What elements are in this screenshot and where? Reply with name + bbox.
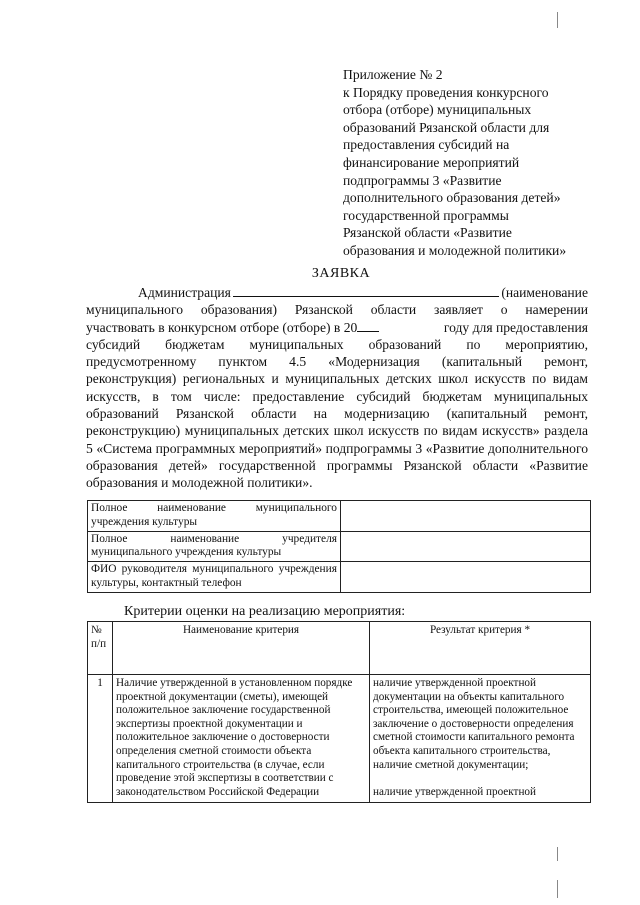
organization-info-table: [87, 500, 591, 593]
body-rest: субсидий бюджетам муниципальных образований по мероприятию, предусмотренному пунктом 4.5 «Модернизация (капитальный ремонт, реконструкция) региональных и муниципальных детских школ искусств по видам искусств, в том числе: предоставление субсидий бюджетам муниципальных образований Рязанской области на модернизацию (капитальный ремонт, реконструкцию) муниципальных детских школ искусств по видам искусств» раздела 5 «Система программных мероприятий» подпрограммы 3 «Развитие дополнительного образования детей» государственной программы Рязанской области «Развитие образования и молодежной политики».: [86, 336, 588, 491]
appendix-line: подпрограммы 3 «Развитие: [343, 172, 502, 188]
criteria-table: [87, 621, 591, 803]
table-row: [88, 531, 591, 562]
year-suffix: году для предоставления: [443, 319, 588, 335]
year-blank-field: [357, 319, 379, 332]
info-value-cell: [341, 531, 591, 562]
info-label: Полное наименование муниципального учреждения культуры: [88, 501, 341, 532]
year-prefix-text: участвовать в конкурсном отборе (отборе) в 20: [86, 319, 358, 335]
body-line-3: [86, 319, 588, 336]
year-prefix: [86, 319, 379, 336]
application-body: [86, 284, 588, 492]
municipality-blank-field: [233, 284, 499, 297]
scan-edge-mark: [557, 847, 558, 861]
column-header-name: Наименование критерия: [113, 622, 370, 675]
appendix-line: Приложение № 2: [343, 67, 443, 82]
info-label: Полное наименование учредителя муниципального учреждения культуры: [88, 531, 341, 562]
appendix-line: к Порядку проведения конкурсного: [343, 84, 549, 100]
table-row: [88, 562, 591, 593]
criteria-number: 1: [88, 675, 113, 803]
criteria-result-part: наличие утвержденной проектной документации на объекты капитального строительства, имеющей положительное заключение о достоверности определения сметной стоимости капитального ремонта объекта капитального строительства, наличие сметной документации;: [373, 677, 575, 771]
appendix-line: Рязанской области «Развитие: [343, 225, 512, 241]
column-header-result: Результат критерия *: [370, 622, 591, 675]
appendix-line: образований Рязанской области для: [343, 119, 550, 135]
criteria-result: [370, 675, 591, 803]
criteria-name: Наличие утвержденной в установленном порядке проектной документации (сметы), имеющей положительное заключение государственной экспертизы проектной документации и положительное заключение о достоверности определения сметной стоимости объекта капитального строительства (в случае, если проведение этой экспертизы в соответствии с законодательством Российской Федерации: [113, 675, 370, 803]
criteria-result-part: наличие утвержденной проектной: [373, 786, 537, 799]
appendix-line: отбора (отборе) муниципальных: [343, 102, 532, 118]
appendix-header: [343, 66, 603, 260]
appendix-line: государственной программы: [343, 207, 509, 223]
scan-edge-mark: [557, 880, 558, 898]
body-line-2: муниципального образования) Рязанской области заявляет о намерении: [86, 302, 588, 318]
body-first-line: [86, 284, 588, 301]
criteria-header-row: [88, 622, 591, 675]
info-value-cell: [341, 562, 591, 593]
column-header-number: № п/п: [88, 622, 113, 675]
appendix-line: образования и молодежной политики»: [343, 242, 567, 258]
table-row: [88, 501, 591, 532]
document-title: ЗАЯВКА: [311, 266, 371, 281]
table-row: [88, 675, 591, 803]
admin-word: Администрация: [138, 285, 231, 300]
scan-edge-mark: [557, 12, 558, 28]
appendix-line: предоставления субсидий на: [343, 137, 510, 153]
appendix-line: финансирование мероприятий: [343, 154, 520, 170]
after-blank-text: (наименование: [501, 285, 588, 300]
appendix-line: дополнительного образования детей»: [343, 190, 561, 206]
info-value-cell: [341, 501, 591, 532]
criteria-heading: Критерии оценки на реализацию мероприятия:: [124, 604, 406, 619]
info-label: ФИО руководителя муниципального учреждения культуры, контактный телефон: [88, 562, 341, 593]
